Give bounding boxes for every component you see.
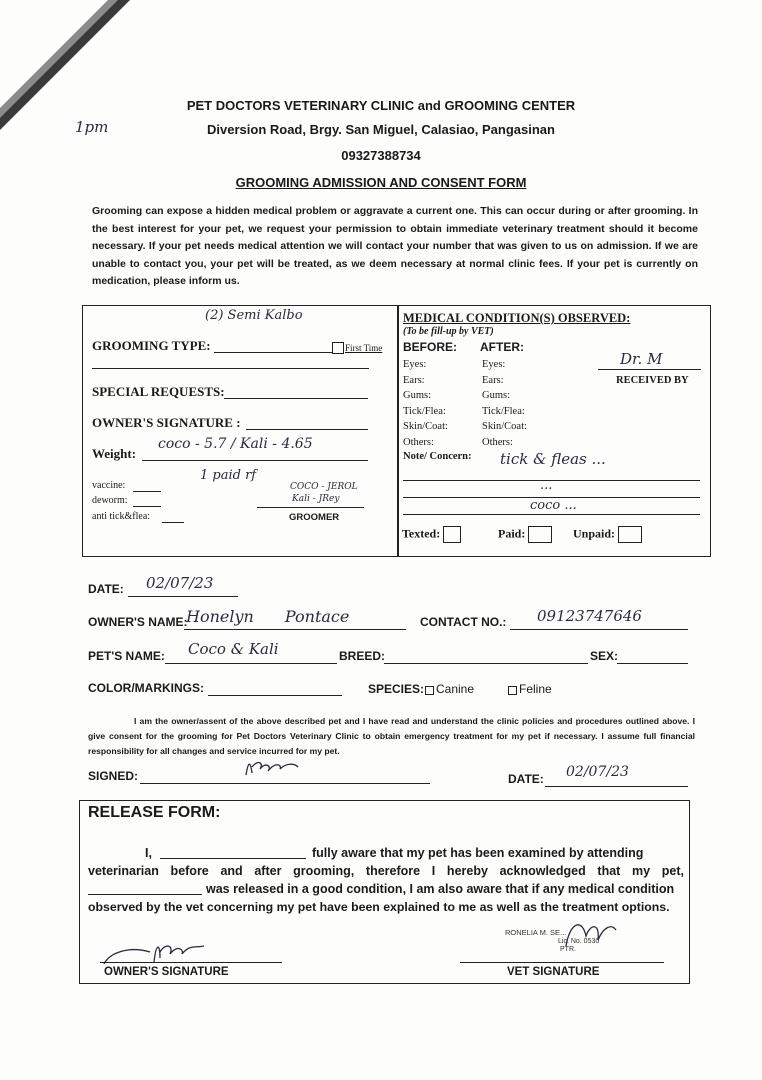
deworm-label: deworm: bbox=[92, 495, 128, 506]
vet-stamp-lic: Lic. No. 0530 bbox=[558, 938, 600, 945]
after-rows bbox=[482, 357, 527, 450]
signed-date-line[interactable] bbox=[545, 786, 688, 787]
before-eyes: Eyes: bbox=[403, 359, 427, 370]
weight-line bbox=[142, 460, 368, 461]
groomer-name-kali: Kali - JRey bbox=[292, 494, 340, 504]
groomer-label: GROOMER bbox=[289, 512, 340, 523]
unpaid-field bbox=[573, 526, 642, 543]
signed-line[interactable] bbox=[140, 783, 430, 784]
release-i-label: I, bbox=[145, 846, 152, 860]
before-tick: Tick/Flea: bbox=[403, 405, 446, 417]
grooming-type-value: (2) Semi Kalbo bbox=[205, 308, 303, 323]
grooming-type-line-2 bbox=[92, 368, 369, 369]
after-gums: Gums: bbox=[482, 390, 511, 401]
note-rule-3 bbox=[403, 514, 700, 515]
note-line-2: ... bbox=[540, 478, 553, 493]
owner-name-value: Honelyn Pontace bbox=[186, 607, 350, 626]
feline-label: Feline bbox=[519, 682, 552, 696]
release-pet-line[interactable] bbox=[88, 894, 202, 895]
canine-checkbox[interactable] bbox=[425, 686, 434, 695]
grooming-type-label: GROOMING TYPE: bbox=[92, 338, 211, 353]
after-skin: Skin/Coat: bbox=[482, 421, 527, 432]
contact-value: 09123747646 bbox=[537, 607, 642, 625]
release-text-2: veterinarian before and after grooming, therefore I hereby acknowledged that my pet, bbox=[88, 864, 684, 878]
unpaid-checkbox[interactable] bbox=[618, 526, 642, 543]
release-text-1: fully aware that my pet has been examined by attending bbox=[312, 846, 644, 860]
pet-name-value: Coco & Kali bbox=[188, 640, 279, 658]
antitick-line[interactable] bbox=[162, 522, 184, 523]
paid-label: Paid: bbox=[498, 526, 526, 541]
paid-field bbox=[498, 526, 552, 543]
signed-date-label: DATE: bbox=[508, 772, 544, 786]
contact-line[interactable] bbox=[510, 629, 688, 630]
unpaid-label: Unpaid: bbox=[573, 526, 616, 541]
vet-signature-scribble bbox=[560, 916, 620, 954]
texted-checkbox[interactable] bbox=[443, 526, 461, 543]
texted-field bbox=[402, 526, 461, 543]
date-label: DATE: bbox=[88, 582, 124, 596]
pet-name-label: PET'S NAME: bbox=[88, 649, 165, 663]
before-others: Others: bbox=[403, 436, 434, 448]
consent-paragraph: I am the owner/assent of the above described pet and I have read and understand the clinic policies and procedures outlined above. I give consent for the grooming for Pet Doctors Veterinary Clinic to obtain emergency treatment for my pet if necessary. I assume full financial responsibility for all changes and service incurred for my pet. bbox=[88, 716, 695, 756]
species-label: SPECIES: bbox=[368, 682, 425, 696]
sex-line[interactable] bbox=[617, 663, 688, 664]
owner-signature-label: OWNER'S SIGNATURE : bbox=[92, 415, 241, 430]
vet-sig-line[interactable] bbox=[460, 962, 664, 963]
texted-label: Texted: bbox=[402, 526, 441, 541]
clinic-phone: 09327388734 bbox=[341, 148, 421, 163]
signed-label: SIGNED: bbox=[88, 769, 139, 783]
date-value: 02/07/23 bbox=[146, 574, 214, 592]
breed-label: BREED: bbox=[339, 649, 386, 663]
owner-name-line[interactable] bbox=[184, 629, 406, 630]
clinic-name: PET DOCTORS VETERINARY CLINIC and GROOMING CENTER bbox=[186, 98, 576, 113]
paid-note: 1 paid rf bbox=[200, 468, 257, 483]
received-by-line bbox=[598, 369, 701, 370]
release-text-3: was released in a good condition, I am also aware that if any medical condition bbox=[206, 882, 675, 896]
after-eyes: Eyes: bbox=[482, 359, 506, 370]
special-requests-line[interactable] bbox=[224, 398, 368, 399]
medical-title: MEDICAL CONDITION(S) OBSERVED: bbox=[403, 311, 631, 325]
medical-subtitle: (To be fill-up by VET) bbox=[403, 326, 494, 337]
before-rows bbox=[403, 357, 448, 450]
release-name-line[interactable] bbox=[160, 858, 306, 859]
before-ears: Ears: bbox=[403, 374, 425, 386]
owner-signature-line[interactable] bbox=[246, 429, 368, 430]
feline-checkbox[interactable] bbox=[508, 686, 517, 695]
received-by-label: RECEIVED BY bbox=[616, 375, 689, 386]
signed-date-value: 02/07/23 bbox=[566, 764, 629, 780]
after-others: Others: bbox=[482, 436, 513, 448]
after-label: AFTER: bbox=[480, 340, 524, 354]
owner-sig-line[interactable] bbox=[100, 962, 282, 963]
canine-label: Canine bbox=[436, 682, 475, 696]
before-gums: Gums: bbox=[403, 390, 432, 401]
margin-note: 1pm bbox=[75, 118, 109, 136]
after-ears: Ears: bbox=[482, 374, 504, 386]
before-skin: Skin/Coat: bbox=[403, 421, 448, 432]
weight-label: Weight: bbox=[92, 446, 137, 461]
note-label: Note/ Concern: bbox=[403, 451, 472, 462]
antitick-label: anti tick&flea: bbox=[92, 511, 151, 522]
vaccine-label: vaccine: bbox=[92, 480, 126, 491]
note-line-3: coco ... bbox=[530, 498, 577, 513]
received-by-value: Dr. M bbox=[620, 350, 663, 368]
note-line-1: tick & fleas ... bbox=[500, 450, 606, 468]
paid-checkbox[interactable] bbox=[528, 526, 552, 543]
deworm-line[interactable] bbox=[133, 506, 161, 507]
owner-name-label: OWNER'S NAME: bbox=[88, 615, 188, 629]
after-tick: Tick/Flea: bbox=[482, 405, 525, 417]
contact-label: CONTACT NO.: bbox=[420, 615, 507, 629]
intro-paragraph: Grooming can expose a hidden medical problem or aggravate a current one. This can occur during or after grooming. In the best interest for your pet, we request your permission to obtain immediate veterinary treatment should it become necessary. If your pet needs medical attention we will contact your number that was given to us on admission. If we are unable to contact you, your pet will be treated, as we deem necessary at normal clinic fees. If your pet is currently on medication, please inform us. bbox=[92, 205, 698, 287]
vet-sig-label: VET SIGNATURE bbox=[507, 966, 600, 978]
sex-label: SEX: bbox=[590, 649, 619, 663]
release-text-4: observed by the vet concerning my pet have been explained to me as well as the treatment options. bbox=[88, 900, 670, 914]
release-owner-signature bbox=[100, 938, 210, 968]
before-label: BEFORE: bbox=[403, 340, 457, 354]
owner-sig-label: OWNER'S SIGNATURE bbox=[104, 966, 229, 978]
groomer-name-coco: COCO - JEROL bbox=[290, 482, 358, 492]
folded-page-corner bbox=[0, 0, 140, 140]
breed-line[interactable] bbox=[384, 663, 588, 664]
special-requests-label: SPECIAL REQUESTS: bbox=[92, 384, 225, 399]
release-title: RELEASE FORM: bbox=[88, 804, 221, 821]
owner-signature-scribble bbox=[242, 757, 302, 779]
pet-name-line[interactable] bbox=[165, 663, 337, 664]
form-title: GROOMING ADMISSION AND CONSENT FORM bbox=[235, 175, 527, 190]
groomer-line bbox=[257, 507, 364, 508]
vet-stamp-ptr: PTR. bbox=[560, 946, 576, 953]
color-line[interactable] bbox=[208, 695, 342, 696]
weight-value: coco - 5.7 / Kali - 4.65 bbox=[158, 436, 313, 452]
box-divider bbox=[397, 305, 399, 557]
color-label: COLOR/MARKINGS: bbox=[88, 681, 204, 695]
first-time-label: First Time bbox=[345, 343, 383, 353]
date-line[interactable] bbox=[128, 596, 238, 597]
first-time-checkbox[interactable] bbox=[332, 342, 344, 354]
vaccine-line[interactable] bbox=[133, 491, 161, 492]
grooming-type-line bbox=[214, 352, 332, 353]
clinic-address: Diversion Road, Brgy. San Miguel, Calasiao, Pangasinan bbox=[207, 122, 555, 137]
vet-stamp-name: RONELIA M. SE... bbox=[505, 928, 567, 937]
